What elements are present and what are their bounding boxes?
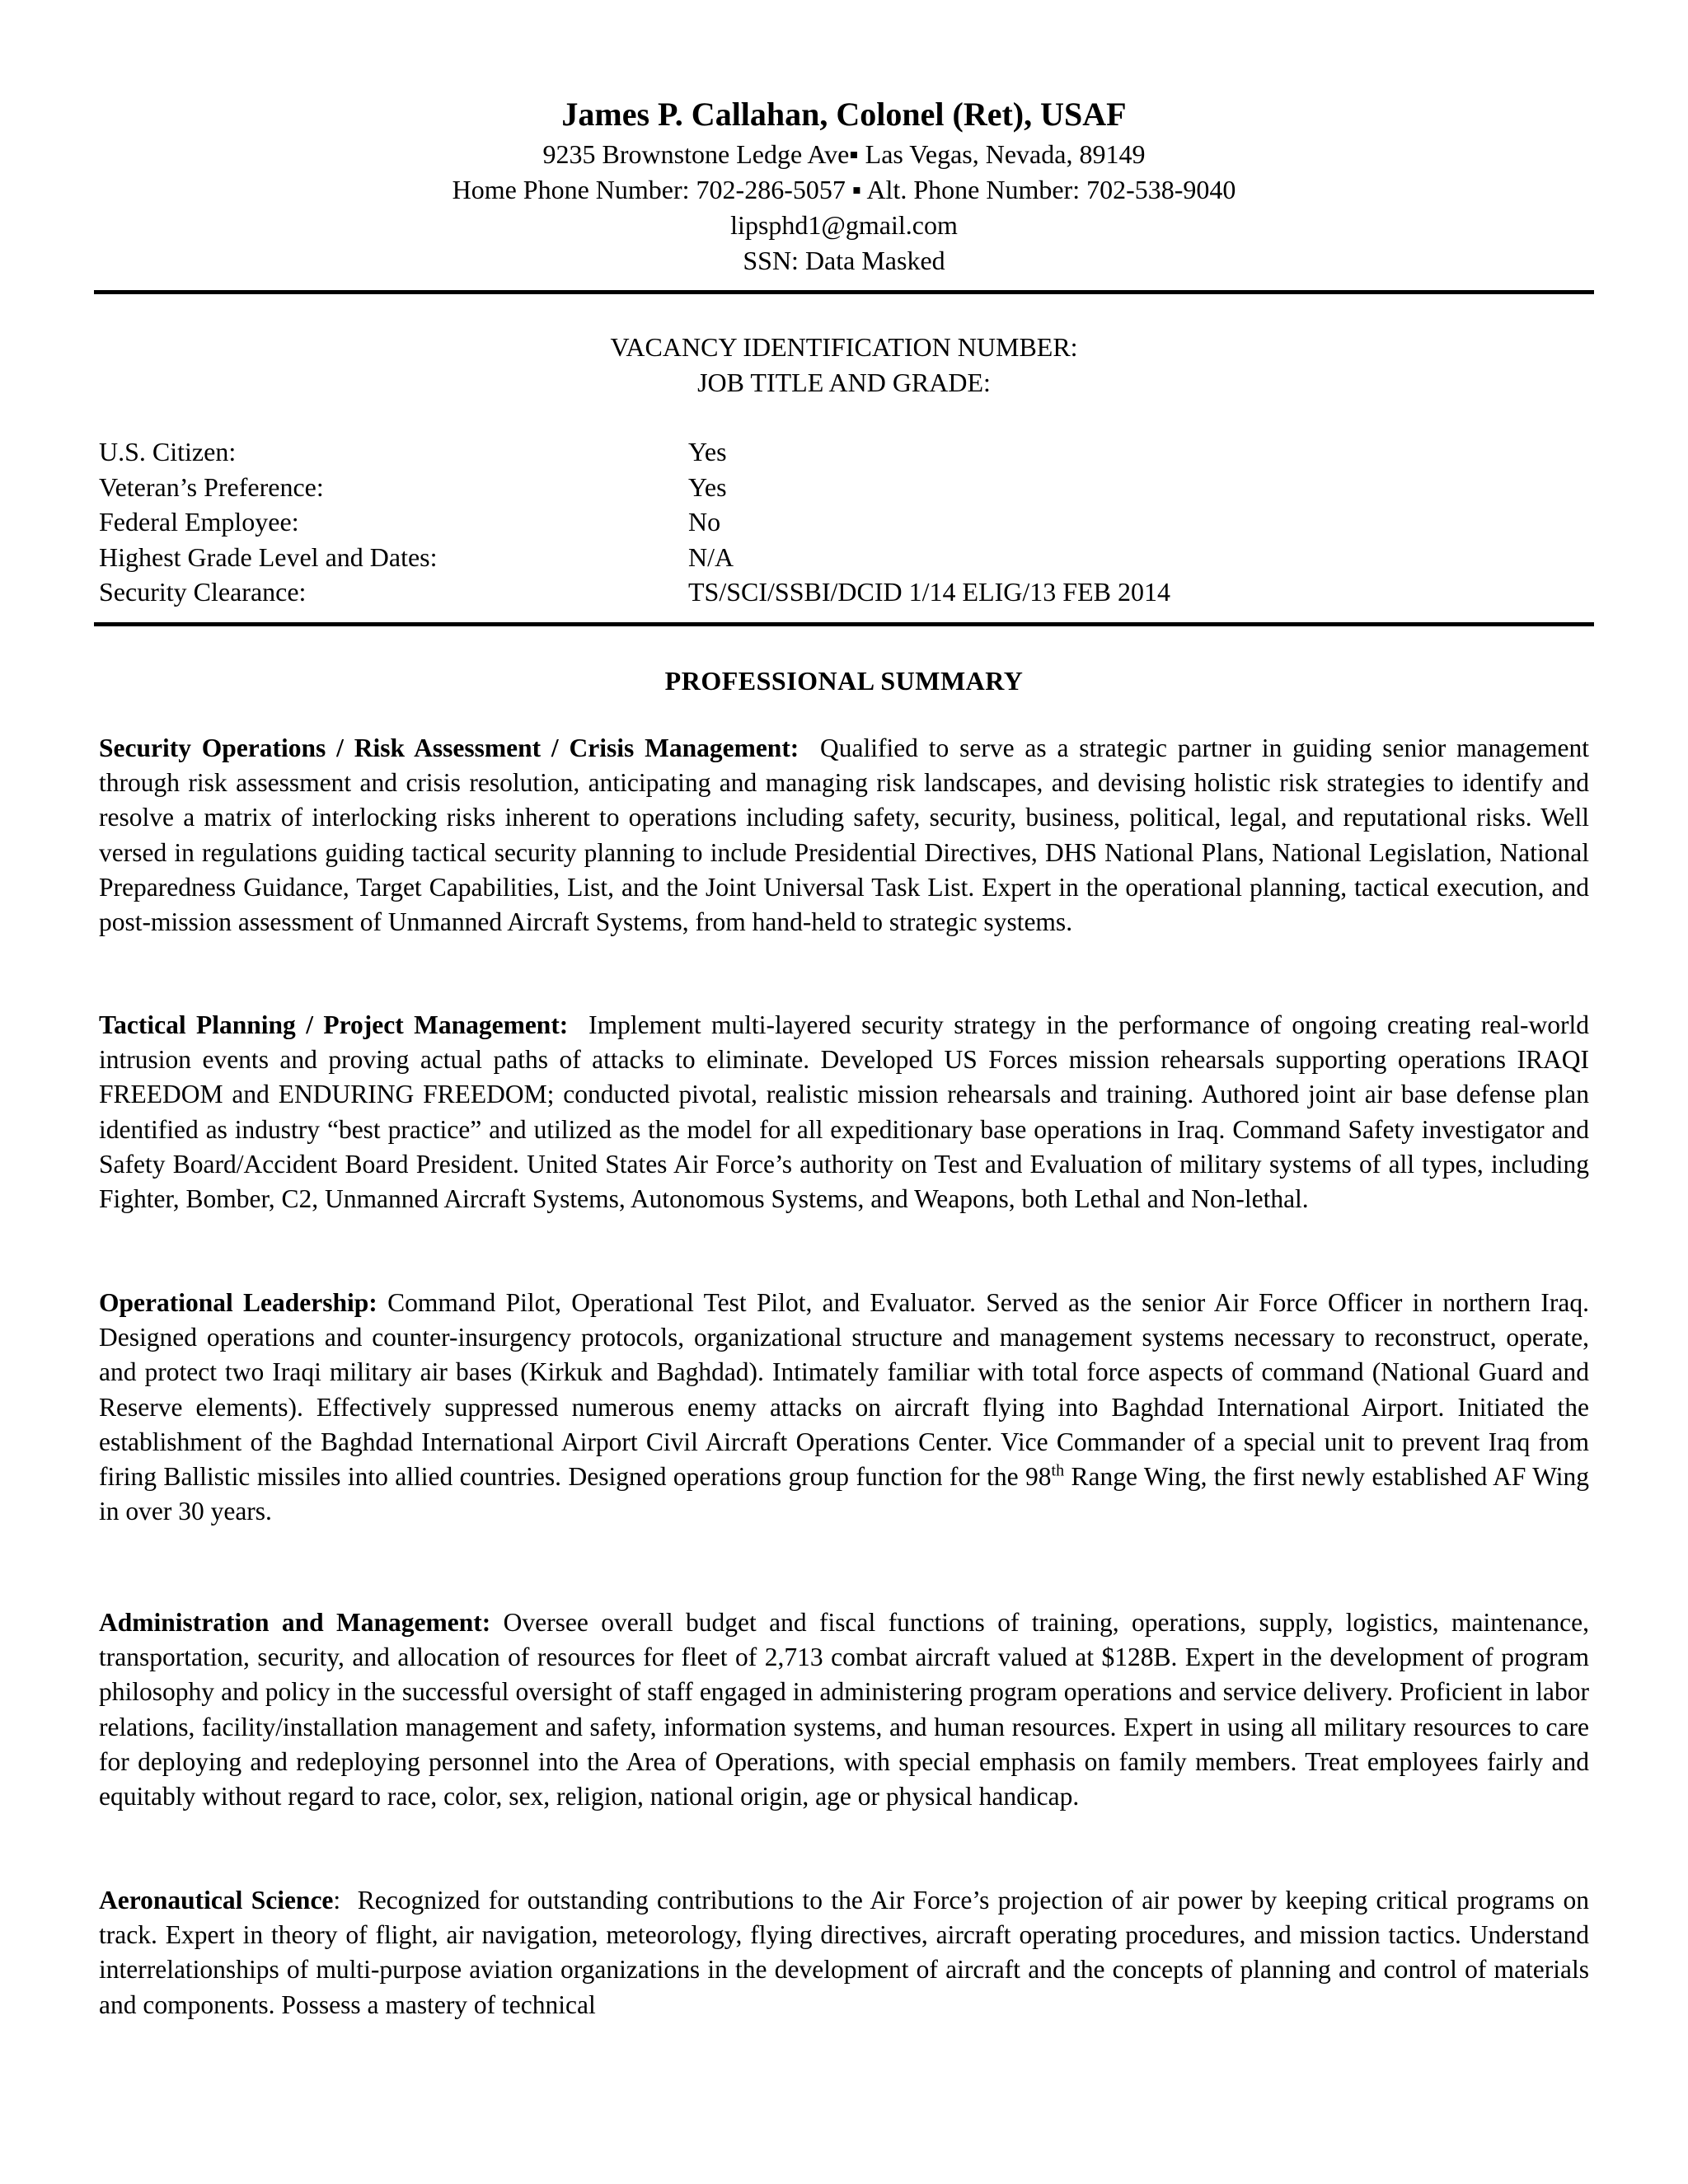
section-text: Implement multi-layered security strategy in the performance of ongoing creating real-world intrusion events and proving actual paths of attacks to eliminate. Developed US Forces mission rehearsals supporting operations IRAQI FREEDOM and ENDURING FREEDOM; conducted pivotal, realistic mission rehearsals and training. Authored joint air base defense plan identified as industry “best practice” and utilized as the model for all expeditionary base operations in Iraq. Command Safety investigator and Safety Board/Accident Board President. United States Air Force’s authority on Test and Evaluation of military systems of all types, including Fighter, Bomber, C2, Unmanned Aircraft Systems, Autonomous Systems, and Weapons, both Lethal and Non-lethal. [99, 1010, 1589, 1214]
summary-paragraph-leadership [99, 1286, 1589, 1529]
candidate-name: James P. Callahan, Colonel (Ret), USAF [561, 96, 1127, 133]
section-text: Qualified to serve as a strategic partner in guiding senior management through risk assessment and crisis resolution, anticipating and managing risk landscapes, and devising holistic risk strategies to identify and resolve a matrix of interlocking risks inherent to operations including safety, security, business, political, legal, and reputational risks. Well versed in regulations guiding tactical security planning to include Presidential Directives, DHS National Plans, National Legislation, National Preparedness Guidance, Target Capabilities, List, and the Joint Universal Task List. Expert in the operational planning, tactical execution, and post-mission assessment of Unmanned Aircraft Systems, from hand-held to strategic systems. [99, 733, 1589, 937]
summary-paragraph-administration [99, 1605, 1589, 1814]
info-row-veteran [99, 470, 1582, 505]
section-heading: Tactical Planning / Project Management: [99, 1010, 569, 1039]
info-label: Federal Employee: [99, 507, 299, 537]
info-value: Yes [688, 471, 727, 502]
resume-header [0, 92, 1688, 279]
info-row-citizen [99, 434, 1582, 470]
summary-paragraph-tactical [99, 1008, 1589, 1216]
eligibility-table [99, 434, 1582, 610]
professional-summary-title: PROFESSIONAL SUMMARY [664, 666, 1024, 696]
info-row-grade [99, 540, 1582, 575]
info-row-federal [99, 504, 1582, 540]
ssn-line: SSN: Data Masked [743, 246, 945, 275]
vacancy-id-label: VACANCY IDENTIFICATION NUMBER: [610, 332, 1078, 362]
section-text: Command Pilot, Operational Test Pilot, and Evaluator. Served as the senior Air Force Officer in northern Iraq. Designed operations and counter-insurgency protocols, organizational structure and management systems necessary to reconstruct, operate, and protect two Iraqi military air bases (Kirkuk and Baghdad). Intimately familiar with total force aspects of command (National Guard and Reserve elements). Effectively suppressed numerous enemy attacks on aircraft flying into Baghdad International Airport. Initiated the establishment of the Baghdad International Airport Civil Aircraft Operations Center. Vice Commander of a special unit to prevent Iraq from firing Ballistic missiles into allied countries. Designed operations group function for the 98 [99, 1288, 1589, 1492]
section-heading: Aeronautical Science [99, 1886, 334, 1915]
section-text-continued: Range Wing, the first newly established AF Wing in over 30 years. [99, 1462, 1589, 1526]
job-title-label: JOB TITLE AND GRADE: [697, 368, 991, 397]
phone-line: Home Phone Number: 702-286-5057 ▪ Alt. Phone Number: 702-538-9040 [452, 175, 1236, 204]
info-divider [94, 622, 1594, 626]
section-heading: Operational Leadership: [99, 1288, 377, 1317]
section-text: Oversee overall budget and fiscal functions of training, operations, supply, logistics, maintenance, transportation, security, and allocation of resources for fleet of 2,713 combat aircraft valued at $128B. Expert in the development of program philosophy and policy in the successful oversight of staff engaged in administering program operations and service delivery. Proficient in labor relations, facility/installation management and safety, information systems, and human resources. Expert in using all military resources to care for deploying and redeploying personnel into the Area of Operations, with special emphasis on family members. Treat employees fairly and equitably without regard to race, color, sex, religion, national origin, age or physical handicap. [99, 1608, 1589, 1811]
summary-paragraph-security [99, 731, 1589, 940]
summary-paragraph-aeronautical [99, 1883, 1589, 2022]
info-label: Highest Grade Level and Dates: [99, 541, 438, 572]
info-label: Veteran’s Preference: [99, 471, 324, 502]
section-text: Recognized for outstanding contributions to the Air Force’s projection of air power by keeping critical programs on track. Expert in theory of flight, air navigation, meteorology, flying directives, aircraft operating procedures, and mission tactics. Understand interrelationships of multi-purpose aviation organizations in the development of aircraft and the concepts of planning and control of materials and components. Possess a mastery of technical [99, 1886, 1589, 2019]
info-value: TS/SCI/SSBI/DCID 1/14 ELIG/13 FEB 2014 [688, 577, 1170, 607]
info-label: Security Clearance: [99, 577, 307, 607]
info-value: No [688, 507, 721, 537]
section-heading: Security Operations / Risk Assessment / Crisis Management: [99, 733, 799, 762]
email-line: lipsphd1@gmail.com [730, 210, 958, 240]
section-heading: Administration and Management: [99, 1608, 491, 1637]
ordinal-suffix: th [1051, 1461, 1065, 1480]
heading-colon: : [333, 1886, 341, 1915]
header-divider [94, 290, 1594, 294]
info-row-clearance [99, 574, 1582, 610]
vacancy-block [0, 330, 1688, 401]
address-line: 9235 Brownstone Ledge Ave▪ Las Vegas, Nevada, 89149 [542, 139, 1146, 169]
info-value: Yes [688, 437, 727, 466]
info-value: N/A [688, 541, 734, 572]
info-label: U.S. Citizen: [99, 437, 237, 466]
